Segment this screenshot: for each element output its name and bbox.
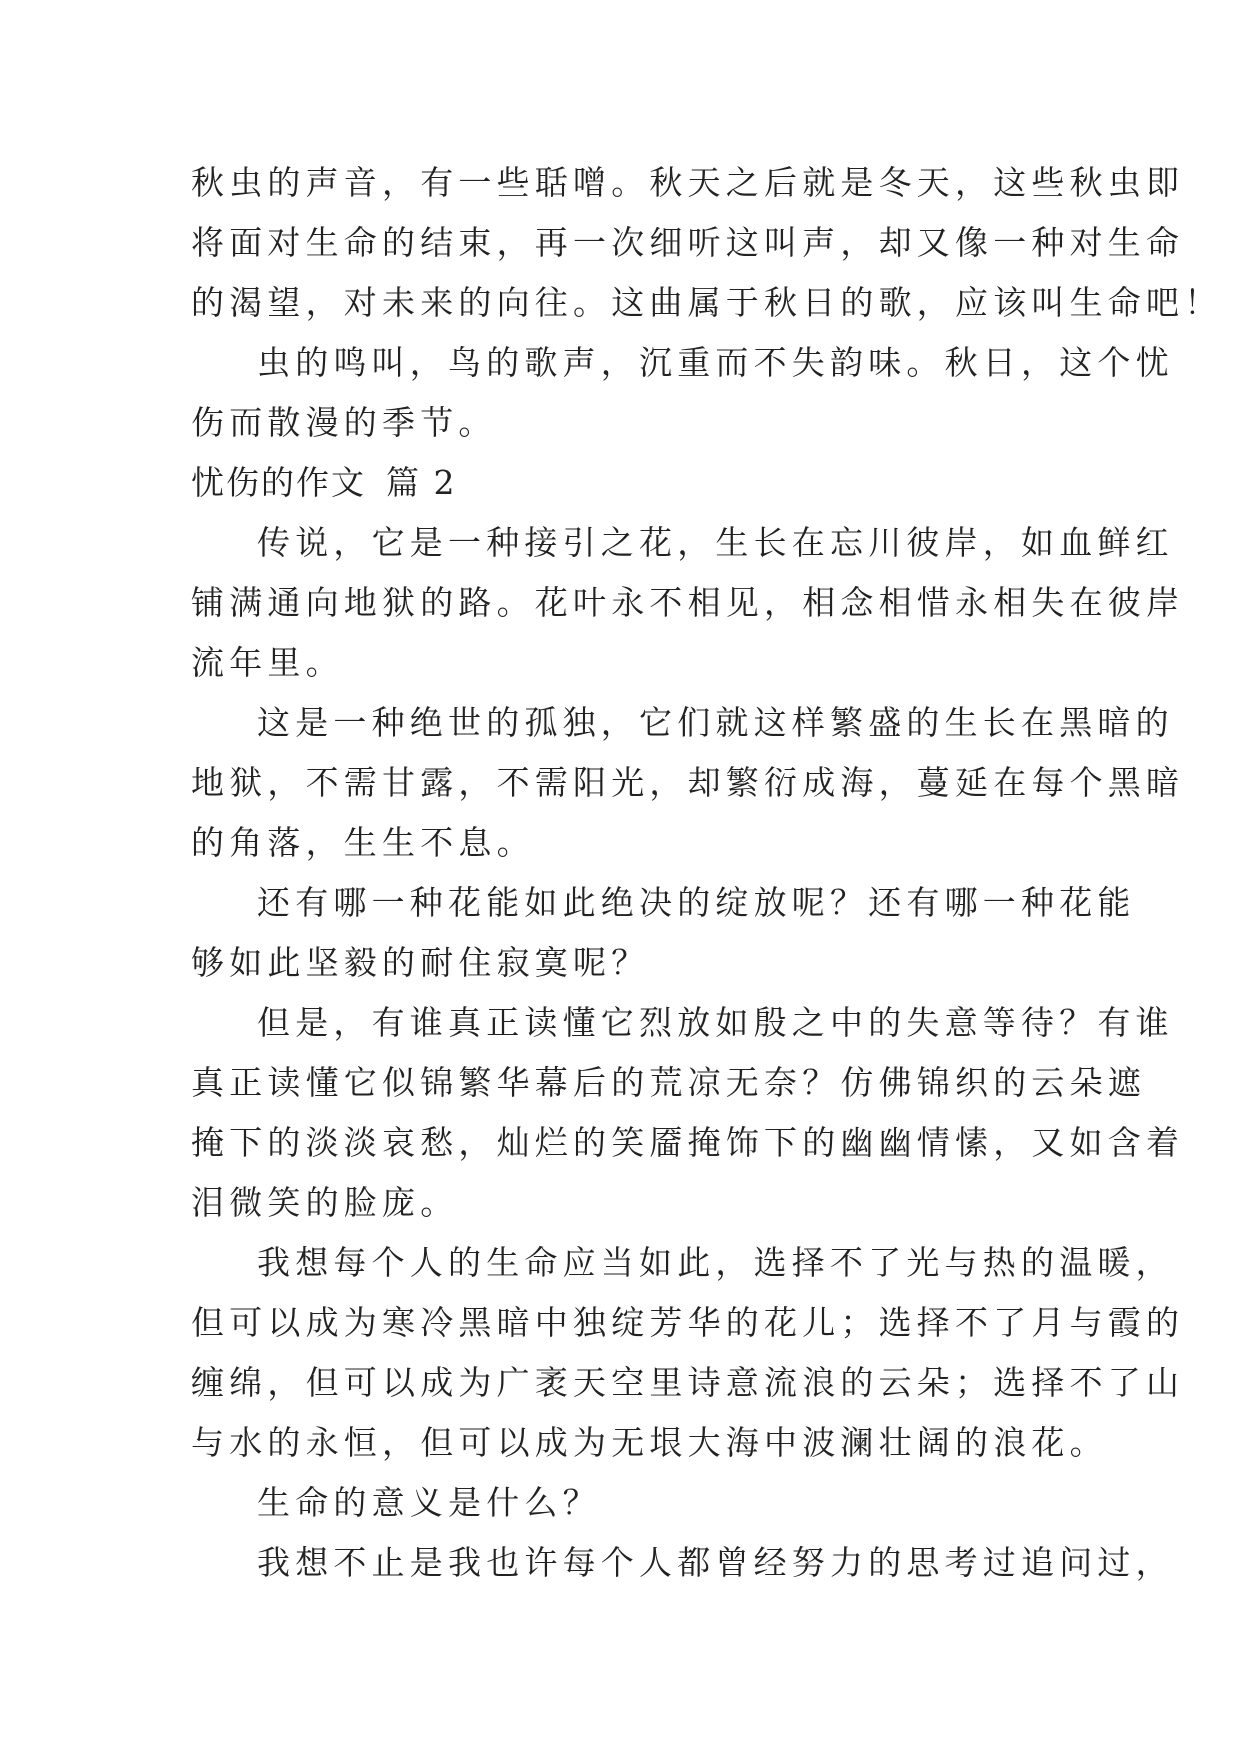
paragraph-line: 生命的意义是什么？ [257, 1483, 601, 1522]
paragraph-line: 虫的鸣叫，鸟的歌声，沉重而不失韵味。秋日，这个忧 [257, 343, 1174, 382]
paragraph-line: 掩下的淡淡哀愁，灿烂的笑靥掩饰下的幽幽情愫，又如含着 [191, 1123, 1185, 1162]
paragraph-line: 真正读懂它似锦繁华幕后的荒凉无奈？仿佛锦织的云朵遮 [191, 1063, 1146, 1102]
paragraph-line: 铺满通向地狱的路。花叶永不相见，相念相惜永相失在彼岸 [191, 583, 1185, 622]
paragraph-line: 伤而散漫的季节。 [191, 403, 497, 442]
document-body [191, 153, 1223, 1593]
section-title: 忧伤的作文 [191, 463, 366, 502]
paragraph-line: 我想每个人的生命应当如此，选择不了光与热的温暖， [257, 1243, 1174, 1282]
section-number: 篇 2 [386, 463, 457, 502]
paragraph-line: 的角落，生生不息。 [191, 823, 535, 862]
paragraph-line: 还有哪一种花能如此绝决的绽放呢？还有哪一种花能 [257, 883, 1136, 922]
paragraph-line: 流年里。 [191, 643, 344, 682]
paragraph-line: 与水的永恒，但可以成为无垠大海中波澜壮阔的浪花。 [191, 1423, 1108, 1462]
paragraph-line: 缠绵，但可以成为广袤天空里诗意流浪的云朵；选择不了山 [191, 1363, 1185, 1402]
paragraph-line: 够如此坚毅的耐住寂寞呢？ [191, 943, 650, 982]
paragraph-line: 地狱，不需甘露，不需阳光，却繁衍成海，蔓延在每个黑暗 [191, 763, 1185, 802]
paragraph-line: 这是一种绝世的孤独，它们就这样繁盛的生长在黑暗的 [257, 703, 1174, 742]
section-heading [191, 453, 1051, 513]
paragraph-line: 秋虫的声音，有一些聒噌。秋天之后就是冬天，这些秋虫即 [191, 163, 1185, 202]
paragraph-line: 但是，有谁真正读懂它烈放如殷之中的失意等待？有谁 [257, 1003, 1174, 1042]
paragraph-line: 但可以成为寒冷黑暗中独绽芳华的花儿；选择不了月与霞的 [191, 1303, 1185, 1342]
paragraph-line: 我想不止是我也许每个人都曾经努力的思考过追问过， [257, 1543, 1174, 1582]
paragraph-line: 的渴望，对未来的向往。这曲属于秋日的歌，应该叫生命吧！ [191, 283, 1223, 322]
paragraph-line: 传说，它是一种接引之花，生长在忘川彼岸，如血鲜红 [257, 523, 1174, 562]
paragraph-line: 将面对生命的结束，再一次细听这叫声，却又像一种对生命 [191, 223, 1185, 262]
paragraph-line: 泪微笑的脸庞。 [191, 1183, 459, 1222]
